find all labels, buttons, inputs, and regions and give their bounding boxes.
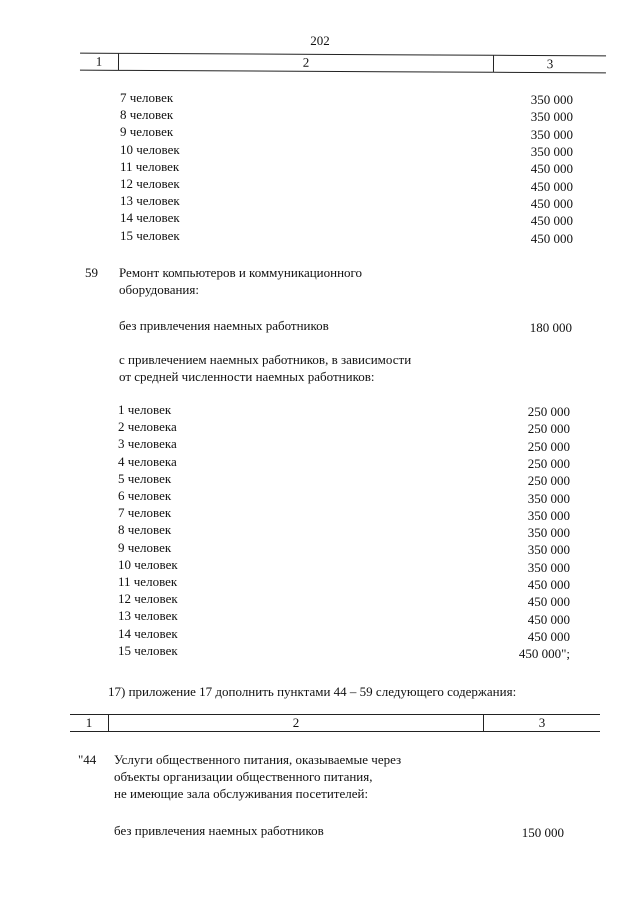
row-label: 14 человек	[120, 210, 180, 226]
with-workers-line: от средней численности наемных работников:	[119, 369, 375, 384]
row-label: 15 человек	[120, 227, 180, 243]
row-label: 8 человек	[120, 107, 174, 123]
no-workers-label: без привлечения наемных работников	[119, 318, 329, 333]
row-label: 9 человек	[120, 124, 174, 140]
item-title-line: объекты организации общественного питания,	[114, 769, 373, 784]
row-label: 13 человек	[118, 608, 178, 624]
row-value: 250 000	[527, 438, 570, 454]
row-value: 450 000	[527, 577, 570, 592]
row-value: 450 000";	[518, 646, 570, 662]
row-label: 4 человека	[118, 453, 177, 469]
page-number: 202	[310, 33, 330, 48]
with-workers-line: с привлечением наемных работников, в зависимости	[119, 352, 412, 367]
row-value: 350 000	[530, 126, 573, 142]
table-header	[70, 714, 600, 732]
header-col-3: 3	[484, 715, 601, 732]
row-label: 12 человек	[118, 591, 178, 607]
row-label: 7 человек	[120, 90, 174, 105]
header-col-2: 2	[118, 53, 493, 72]
row-label: 1 человек	[118, 402, 172, 417]
row-label: 10 человек	[120, 141, 180, 157]
row-value: 350 000	[527, 490, 570, 506]
no-workers-value: 150 000	[521, 825, 564, 840]
item-number: "44	[78, 752, 97, 767]
row-value: 350 000	[527, 507, 570, 523]
row-label: 5 человек	[118, 470, 172, 486]
row-label: 7 человек	[118, 505, 172, 521]
row-value: 450 000	[527, 611, 570, 627]
row-label: 11 человек	[120, 158, 180, 174]
item-number: 59	[85, 265, 98, 280]
row-value: 250 000	[527, 455, 570, 471]
row-label: 11 человек	[118, 574, 178, 589]
amendment-paragraph: 17) приложение 17 дополнить пунктами 44 – 59 следующего содержания:	[108, 684, 517, 699]
row-label: 12 человек	[120, 176, 180, 191]
row-label: 14 человек	[118, 625, 178, 641]
row-value: 450 000	[530, 161, 573, 177]
row-label: 3 человека	[118, 436, 177, 452]
header-col-1: 1	[85, 715, 93, 730]
row-value: 450 000	[527, 594, 570, 610]
row-label: 13 человек	[120, 193, 180, 209]
row-value: 450 000	[530, 178, 573, 194]
row-label: 15 человек	[118, 642, 178, 658]
no-workers-value: 180 000	[529, 320, 572, 335]
item-title-line: оборудования:	[119, 282, 199, 297]
row-value: 350 000	[530, 109, 573, 125]
item-title-line: не имеющие зала обслуживания посетителей:	[114, 786, 369, 801]
row-label: 6 человек	[118, 488, 172, 503]
row-value: 350 000	[527, 559, 570, 575]
row-label: 9 человек	[118, 539, 172, 555]
header-col-1: 1	[95, 53, 103, 69]
row-value: 350 000	[530, 92, 573, 107]
row-label: 8 человек	[118, 522, 172, 538]
row-value: 350 000	[530, 143, 573, 159]
row-value: 250 000	[527, 473, 570, 489]
no-workers-label: без привлечения наемных работников	[114, 823, 324, 838]
row-value: 350 000	[527, 525, 570, 541]
row-value: 250 000	[527, 404, 570, 419]
row-value: 250 000	[527, 421, 570, 437]
row-value: 450 000	[530, 213, 573, 229]
row-label: 2 человека	[118, 419, 177, 435]
row-value: 350 000	[527, 542, 570, 558]
row-value: 450 000	[530, 195, 573, 211]
row-value: 450 000	[527, 628, 570, 644]
table-header	[80, 53, 606, 74]
item-title-line: Услуги общественного питания, оказываемые через	[114, 752, 402, 767]
row-value: 450 000	[530, 230, 573, 246]
header-col-2: 2	[109, 715, 484, 732]
item-title-line: Ремонт компьютеров и коммуникационного	[119, 265, 363, 280]
row-label: 10 человек	[118, 556, 178, 572]
header-col-3: 3	[493, 55, 606, 73]
